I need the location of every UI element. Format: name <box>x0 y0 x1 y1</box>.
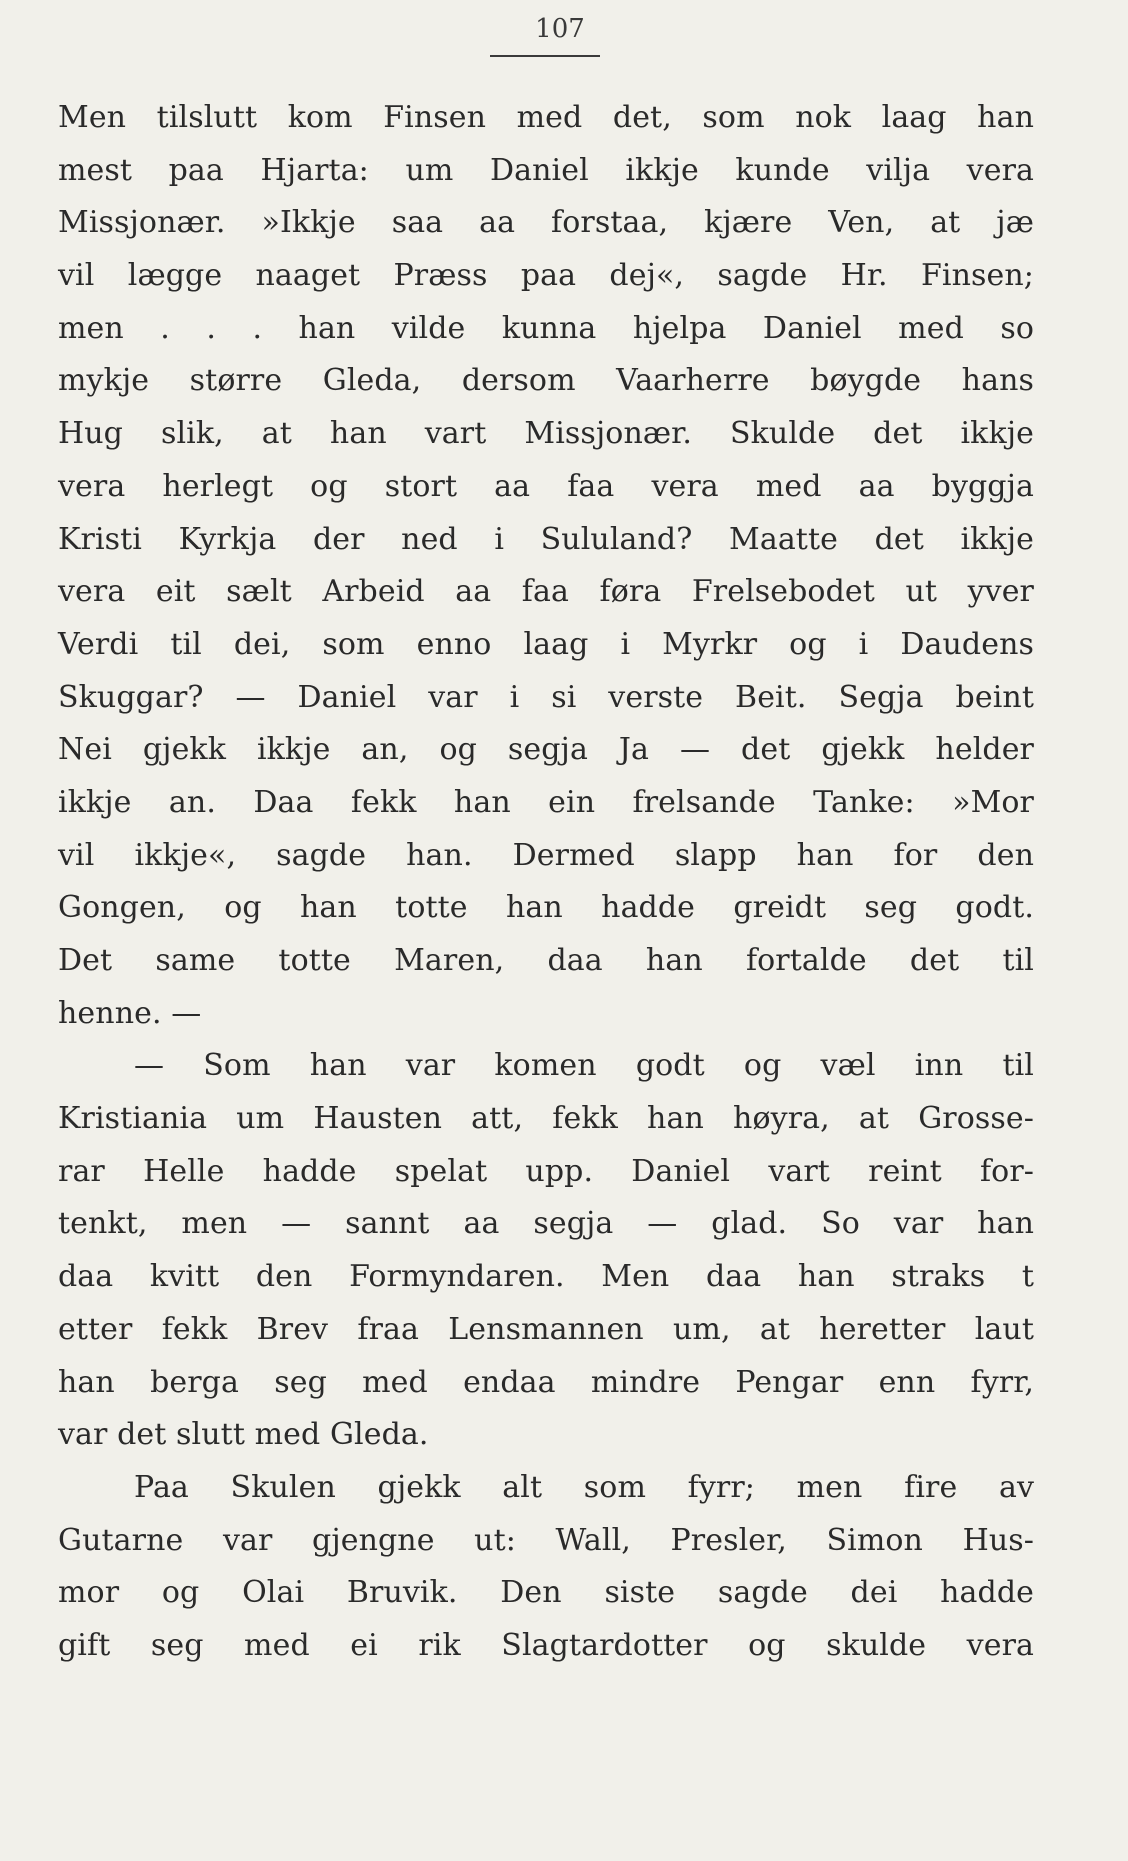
text-line: Det same totte Maren, daa han fortalde det til <box>58 943 1034 978</box>
text-line: vil ikkje«, sagde han. Dermed slapp han for den <box>58 837 1034 873</box>
paragraph-start-line: — Som han var komen godt og væl inn til <box>134 1048 1034 1084</box>
text-line: Nei gjekk ikkje an, og segja Ja — det gjekk helder <box>58 732 1034 768</box>
paragraph-end-line: var det slutt med Gleda. <box>58 1417 429 1453</box>
text-line: Missjonær. »Ikkje saa aa forstaa, kjære Ven, at jæ <box>58 205 1034 241</box>
text-line: Kristi Kyrkja der ned i Sululand? Maatte det ikkje <box>58 521 1034 557</box>
text-line: Kristiania um Hausten att, fekk han høyra, at Grosse- <box>58 1101 1034 1137</box>
page-number: 107 <box>535 14 585 44</box>
text-line: Skuggar? — Daniel var i si verste Beit. Segja beint <box>58 679 1034 715</box>
text-line: Men tilslutt kom Finsen med det, som nok laag han <box>58 100 1034 135</box>
text-line: vera eit sælt Arbeid aa faa føra Frelsebodet ut yver <box>58 574 1034 610</box>
text-line: ikkje an. Daa fekk han ein frelsande Tanke: »Mor <box>58 784 1034 820</box>
text-line: men . . . han vilde kunna hjelpa Daniel med so <box>58 310 1034 346</box>
page-body-text <box>58 92 1034 1673</box>
text-line: vera herlegt og stort aa faa vera med aa byggja <box>58 468 1034 504</box>
text-line: Gongen, og han totte han hadde greidt seg godt. <box>58 890 1034 926</box>
text-line: Verdi til dei, som enno laag i Myrkr og i Daudens <box>58 626 1034 662</box>
text-line: gift seg med ei rik Slagtardotter og skulde vera <box>58 1627 1034 1663</box>
text-line: Hug slik, at han vart Missjonær. Skulde det ikkje <box>58 416 1034 452</box>
text-line: rar Helle hadde spelat upp. Daniel vart reint for- <box>58 1153 1034 1189</box>
text-line: daa kvitt den Formyndaren. Men daa han straks t <box>58 1259 1034 1295</box>
text-line: Gutarne var gjengne ut: Wall, Presler, Simon Hus- <box>58 1522 1034 1558</box>
text-line: mykje større Gleda, dersom Vaarherre bøygde hans <box>58 363 1034 399</box>
text-line: mest paa Hjarta: um Daniel ikkje kunde vilja vera <box>58 152 1034 188</box>
text-line: mor og Olai Bruvik. Den siste sagde dei hadde <box>58 1575 1034 1611</box>
text-line: vil lægge naaget Præss paa dej«, sagde Hr. Finsen; <box>58 258 1034 294</box>
text-line: etter fekk Brev fraa Lensmannen um, at heretter laut <box>58 1311 1034 1347</box>
paragraph-end-line: henne. — <box>58 995 202 1031</box>
page-number-rule <box>490 55 600 57</box>
text-line: tenkt, men — sannt aa segja — glad. So var han <box>58 1206 1034 1242</box>
paragraph-start-line: Paa Skulen gjekk alt som fyrr; men fire av <box>134 1469 1034 1505</box>
text-line: han berga seg med endaa mindre Pengar enn fyrr, <box>58 1364 1034 1400</box>
